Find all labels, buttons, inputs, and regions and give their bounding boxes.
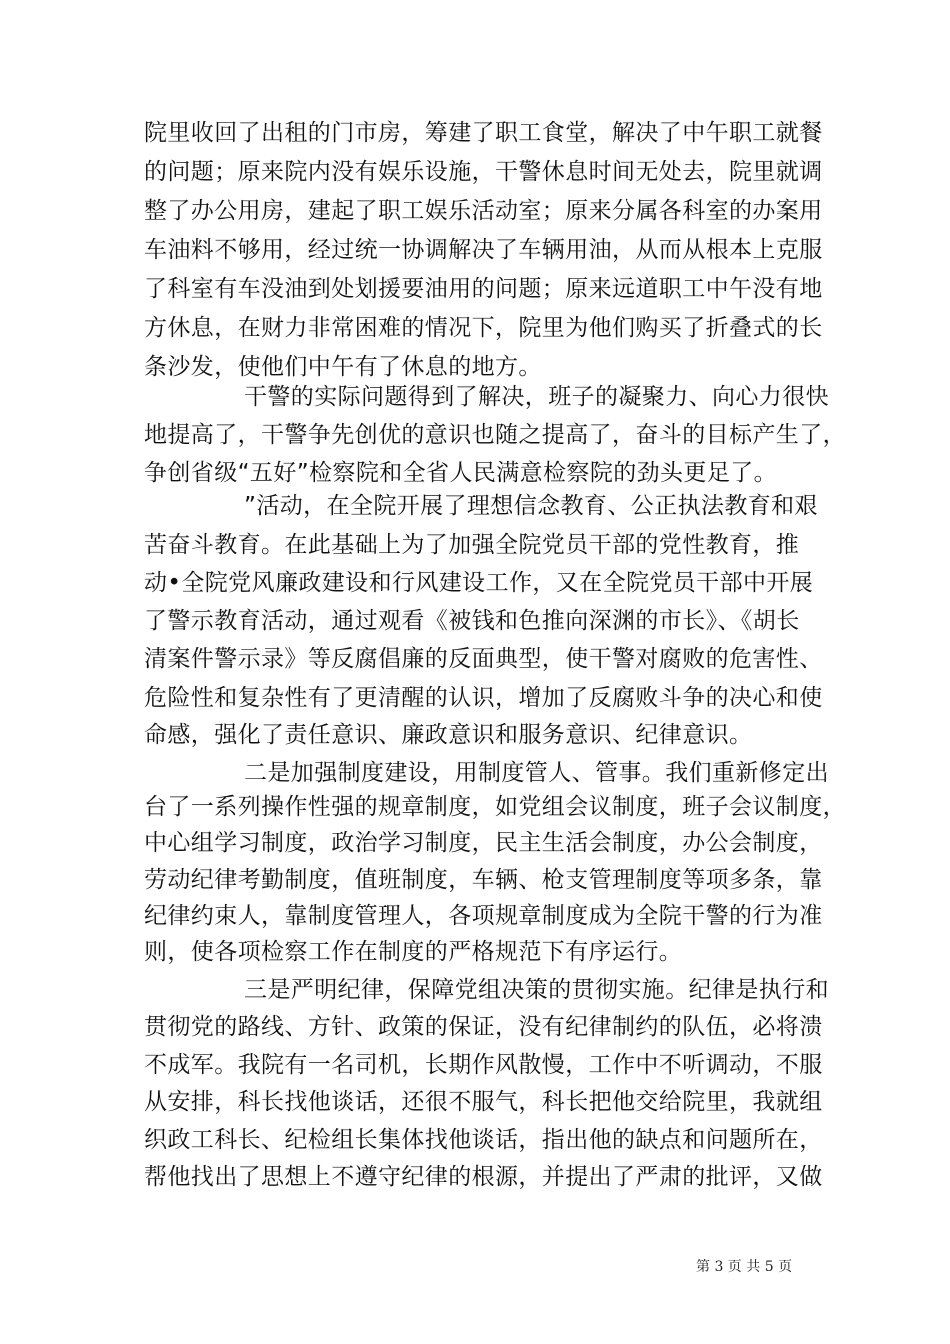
text-line: 整了办公用房，建起了职工娱乐活动室；原来分属各科室的办案用: [144, 198, 823, 224]
paragraph-first-line: 三是严明纪律，保障党组决策的贯彻实施。纪律是执行和: [244, 977, 829, 1003]
text-line: 台了一系列操作性强的规章制度，如党组会议制度，班子会议制度，: [144, 794, 846, 820]
text-line: 院里收回了出租的门市房，筹建了职工食堂，解决了中午职工就餐: [144, 120, 823, 146]
text-line: 不成军。我院有一名司机，长期作风散慢，工作中不听调动，不服: [144, 1052, 823, 1078]
paragraph-first-line: 干警的实际问题得到了解决，班子的凝聚力、向心力很快: [244, 384, 829, 410]
text-line: 方休息，在财力非常困难的情况下，院里为他们购买了折叠式的长: [144, 315, 823, 341]
text-line: 了警示教育活动，通过观看《被钱和色推向深渊的市长》、《胡长: [144, 608, 800, 634]
text-line: 纪律约束人，靠制度管理人，各项规章制度成为全院干警的行为准: [144, 903, 823, 929]
text-line: 从安排，科长找他谈话，还很不服气，科长把他交给院里，我就组: [144, 1089, 823, 1115]
text-line: 劳动纪律考勤制度，值班制度，车辆、枪支管理制度等项多条，靠: [144, 867, 823, 893]
text-line: 危险性和复杂性有了更清醒的认识，增加了反腐败斗争的决心和使: [144, 685, 823, 711]
text-line: 中心组学习制度，政治学习制度，民主生活会制度，办公会制度，: [144, 830, 823, 856]
paragraph-first-line: ”活动，在全院开展了理想信念教育、公正执法教育和艰: [244, 493, 818, 519]
text-line: 清案件警示录》等反腐倡廉的反面典型，使干警对腐败的危害性、: [144, 646, 823, 672]
text-line: 则，使各项检察工作在制度的严格规范下有序运行。: [144, 939, 683, 965]
text-line: 的问题；原来院内没有娱乐设施，干警休息时间无处去，院里就调: [144, 159, 823, 185]
text-line: 车油料不够用，经过统一协调解决了车辆用油，从而从根本上克服: [144, 237, 823, 263]
text-line: 命感，强化了责任意识、廉政意识和服务意识、纪律意识。: [144, 722, 753, 748]
text-line: 帮他找出了思想上不遵守纪律的根源，并提出了严肃的批评，又做: [144, 1164, 823, 1190]
text-line: 争创省级“五好”检察院和全省人民满意检察院的劲头更足了。: [144, 460, 778, 486]
text-line: 贯彻党的路线、方针、政策的保证，没有纪律制约的队伍，必将溃: [144, 1014, 823, 1040]
text-line: 了科室有车没油到处划援要油用的问题；原来远道职工中午没有地: [144, 276, 823, 302]
paragraph-first-line: 二是加强制度建设，用制度管人、管事。我们重新修定出: [244, 760, 829, 786]
text-line: 动•全院党风廉政建设和行风建设工作，又在全院党员干部中开展: [144, 570, 814, 596]
page-number: 第 3 页 共 5 页: [696, 1259, 793, 1275]
text-line: 织政工科长、纪检组长集体找他谈话，指出他的缺点和问题所在，: [144, 1127, 823, 1153]
text-line: 地提高了，干警争先创优的意识也随之提高了，奋斗的目标产生了，: [144, 422, 846, 448]
text-line: 苦奋斗教育。在此基础上为了加强全院党员干部的党性教育，推: [144, 532, 800, 558]
text-line: 条沙发，使他们中午有了休息的地方。: [144, 354, 542, 380]
